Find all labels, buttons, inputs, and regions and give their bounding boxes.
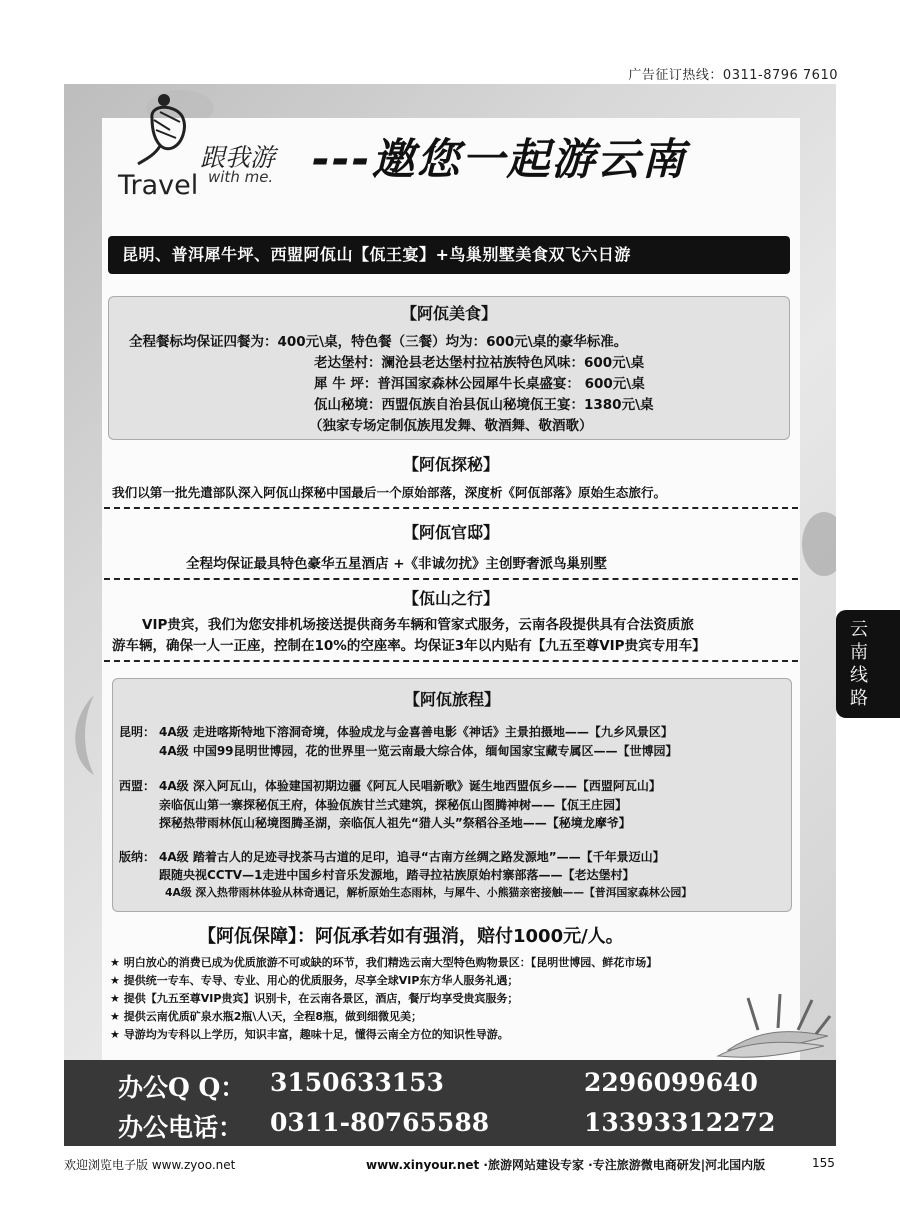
region-label-ximeng: 西盟： [119, 779, 156, 793]
trip-heading: 【佤山之行】 [402, 589, 499, 608]
tour-banner: 昆明、普洱犀牛坪、西盟阿佤山【佤王宴】+鸟巢别墅美食双飞六日游 [108, 236, 790, 274]
fruit-decoration-right [800, 508, 836, 580]
guarantee-item: ★ 提供统一专车、专导、专业、用心的优质服务，尽享全球VIP东方华人服务礼遇； [110, 974, 519, 987]
tel-label: 办公电话： [118, 1113, 244, 1142]
divider [104, 578, 798, 580]
logo-chinese: 跟我游 [200, 143, 276, 172]
qq-number: 2296099640 [584, 1068, 758, 1097]
side-tab [836, 610, 900, 718]
food-line: 佤山秘境：西盟佤族自治县佤山秘境佤王宴：1380元\桌 [314, 397, 654, 413]
contact-bar [64, 1060, 836, 1146]
itinerary-line: 探秘热带雨林佤山秘境图腾圣湖，亲临佤人祖先“猎人头”祭稻谷圣地——【秘境龙摩爷】 [159, 816, 631, 830]
guarantee-heading: 【阿佤保障】：阿佤承若如有强消，赔付1000元/人。 [198, 926, 624, 947]
logo-english: Travel [118, 170, 199, 201]
food-line: （独家专场定制佤族甩发舞、敬酒舞、敬酒歌） [309, 418, 593, 434]
banana-decoration-left [64, 690, 104, 780]
itinerary-line: 4A级 中国99昆明世博园，花的世界里一览云南最大综合体，缅甸国家宝藏专属区——【世博园】 [159, 744, 678, 758]
guarantee-item: ★ 提供【九五至尊VIP贵宾】识别卡，在云南各景区，酒店，餐厅均享受贵宾服务； [110, 992, 519, 1005]
itinerary-line: 4A级 深入阿瓦山，体验建国初期边疆《阿瓦人民唱新歌》诞生地西盟佤乡——【西盟阿瓦山】 [159, 779, 661, 793]
banana-decoration-icon [688, 990, 834, 1060]
side-tab-label: 云南线路 [850, 619, 868, 709]
residence-text: 全程均保证最具特色豪华五星酒店 +《非诚勿扰》主创野奢派鸟巢别墅 [186, 556, 608, 572]
itinerary-section [112, 678, 792, 912]
explore-text: 我们以第一批先遣部队深入阿佤山探秘中国最后一个原始部落，深度析《阿佤部落》原始生态旅行。 [112, 485, 667, 500]
itinerary-line: 跟随央视CCTV—1走进中国乡村音乐发源地，踏寻拉祜族原始村寨部落——【老达堡村】 [159, 868, 635, 882]
footer-left: 欢迎浏览电子版 www.zyoo.net [64, 1158, 236, 1172]
guarantee-item: ★ 提供云南优质矿泉水瓶2瓶\人\天，全程8瓶，做到细微见美； [110, 1010, 423, 1023]
itinerary-line: 4A级 走进喀斯特地下溶洞奇境，体验成龙与金喜善电影《神话》主景拍摄地——【九乡风景区】 [159, 725, 673, 739]
star-icon: ★ [110, 974, 120, 987]
itinerary-heading: 【阿佤旅程】 [403, 690, 500, 709]
star-icon: ★ [110, 1010, 120, 1023]
footer-center: www.xinyour.net ·旅游网站建设专家 ·专注旅游微电商研发|河北国内版 [366, 1158, 766, 1172]
food-line: 全程餐标均保证四餐为：400元\桌，特色餐（三餐）均为：600元\桌的豪华标准。 [129, 334, 628, 350]
itinerary-line: 4A级 深入热带雨林体验从林奇遇记，解析原始生态雨林，与犀牛、小熊猫亲密接触——【普洱国家森林公园】 [165, 886, 693, 899]
ad-hotline: 广告征订热线：0311-8796 7610 [628, 68, 838, 83]
food-heading: 【阿佤美食】 [400, 304, 497, 323]
star-icon: ★ [110, 956, 120, 969]
guarantee-list [110, 954, 657, 1044]
region-label-kunming: 昆明： [119, 725, 156, 739]
food-line: 犀 牛 坪：普洱国家森林公园犀牛长桌盛宴： 600元\桌 [314, 376, 645, 392]
food-section [108, 296, 790, 440]
tel-number: 13393312272 [584, 1108, 776, 1137]
tel-number: 0311-80765588 [270, 1108, 490, 1137]
itinerary-line: 4A级 踏着古人的足迹寻找茶马古道的足印，追寻“古南方丝绸之路发源地”——【千年景迈山】 [159, 850, 665, 864]
qq-label: 办公Q Q： [118, 1073, 246, 1102]
traveler-logo-icon [130, 90, 200, 170]
residence-heading: 【阿佤官邸】 [402, 523, 499, 542]
qq-number: 3150633153 [270, 1068, 444, 1097]
itinerary-line: 亲临佤山第一寨探秘佤王府，体验佤族甘兰式建筑，探秘佤山图腾神树——【佤王庄园】 [159, 798, 628, 812]
page-title: ---邀您一起游云南 [312, 135, 687, 185]
logo-with-me: with me. [208, 168, 274, 186]
explore-heading: 【阿佤探秘】 [402, 455, 499, 474]
guarantee-item: ★ 导游均为专科以上学历，知识丰富，趣味十足，懂得云南全方位的知识性导游。 [110, 1028, 509, 1041]
star-icon: ★ [110, 992, 120, 1005]
divider [104, 660, 798, 662]
trip-text: 游车辆，确保一人一正座，控制在10%的空座率。均保证3年以内贴有【九五至尊VIP贵宾专用车】 [112, 638, 706, 654]
guarantee-item: ★ 明白放心的消费已成为优质旅游不可或缺的环节，我们精选云南大型特色购物景区：【昆明世博园、鲜花市场】 [110, 956, 658, 969]
divider [104, 507, 798, 509]
food-line: 老达堡村：澜沧县老达堡村拉祜族特色风味：600元\桌 [314, 355, 645, 371]
trip-text: VIP贵宾，我们为您安排机场接送提供商务车辆和管家式服务，云南各段提供具有合法资质旅 [142, 617, 694, 633]
star-icon: ★ [110, 1028, 120, 1041]
region-label-banna: 版纳： [119, 850, 156, 864]
page-number: 155 [812, 1156, 835, 1170]
